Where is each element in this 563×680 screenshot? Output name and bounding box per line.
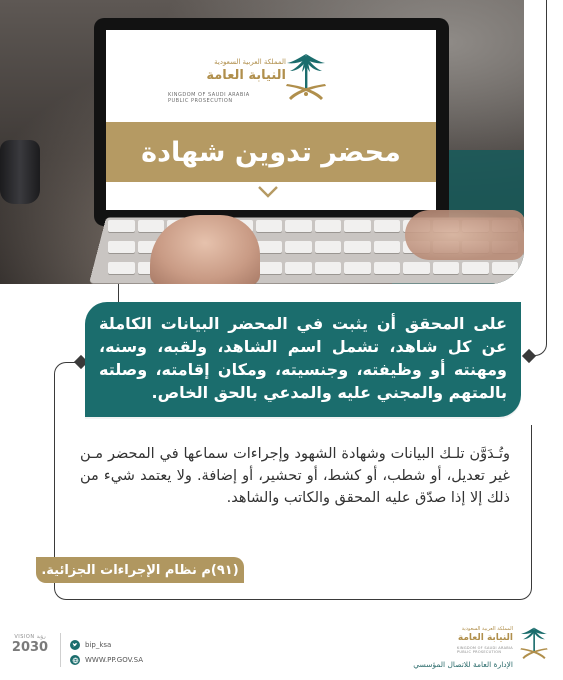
connector-line-top [118, 284, 119, 302]
footer-divider [60, 633, 61, 667]
vision-year: 2030 [11, 640, 49, 655]
org-name-en-line1: KINGDOM OF SAUDI ARABIA [168, 92, 250, 98]
website-link[interactable] [70, 655, 143, 665]
banner-title: محضر تدوين شهادة [141, 136, 401, 168]
twitter-icon [70, 640, 80, 650]
laptop-screen [106, 30, 436, 210]
footer-org-en-line2: PUBLIC PROSECUTION [456, 650, 502, 654]
org-name-ar-big: النيابة العامة [206, 68, 286, 83]
typing-hand-right [405, 210, 524, 260]
footer-department: الإدارة العامة للاتصال المؤسسي [413, 660, 513, 669]
palm-swords-emblem-icon [281, 50, 331, 106]
globe-icon [70, 655, 80, 665]
footer-org-ar-small: المملكة العربية السعودية [461, 626, 513, 632]
connector-line-right [534, 0, 547, 356]
citation-text: (٩١)م نظام الإجراءات الجزائية. [41, 562, 239, 578]
footer-org-en [457, 646, 513, 654]
body-paragraph: وتُـدَوَّن تلـك البيانات وشهادة الشهود وإجراءات سماعها في المحضر مـن غير تعديل، أو شطب، أو كشط، أو تحشير، أو إضافة. ولا يعتمد شيء من ذلك إلا إذا صدّق عليه المحقق والكاتب والشاهد. [80, 446, 510, 506]
vision-2030-logo [10, 634, 50, 668]
vision-small-text: VISION رؤية [14, 634, 46, 640]
speaker-object [0, 140, 40, 204]
twitter-link[interactable] [70, 640, 143, 650]
footer-org-en-line1: KINGDOM OF SAUDI ARABIA [456, 646, 513, 650]
twitter-handle: bip_ksa [85, 641, 112, 649]
callout-text: على المحقق أن يثبت في المحضر البيانات الكاملة عن كل شاهد، تشمل اسم الشاهد، ولقبه، وسنه، ومهنته أو وظيفته، وجنسيته، ومكان إقامته، وصلته بالمتهم والمجني عليه والمدعي بالحق الخاص. [99, 314, 507, 402]
footer-org-ar-big: النيابة العامة [457, 633, 513, 643]
citation-tag [36, 557, 244, 583]
title-banner [106, 122, 436, 182]
org-name-en [168, 92, 278, 104]
connector-line-left [54, 362, 86, 426]
website-url: WWW.PP.GOV.SA [85, 656, 144, 664]
callout-box [85, 302, 521, 417]
social-links [70, 640, 143, 665]
palm-swords-emblem-icon [517, 624, 551, 664]
org-name-en-line2: PUBLIC PROSECUTION [168, 98, 233, 104]
chevron-down-icon [256, 182, 280, 202]
header-photo [0, 0, 524, 284]
org-name-ar-small: المملكة العربية السعودية [214, 58, 286, 66]
